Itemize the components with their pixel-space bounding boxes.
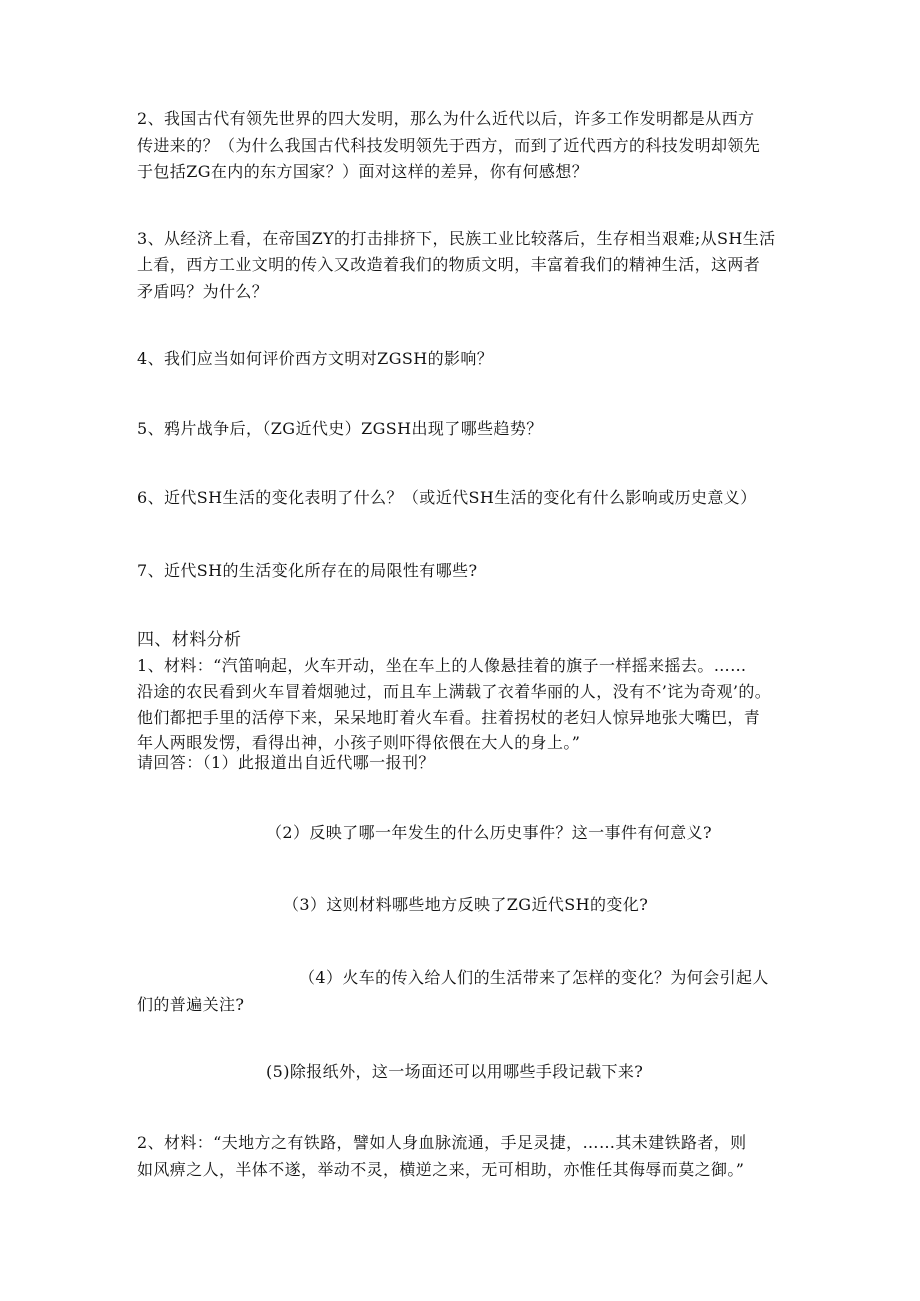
material-1-line-2: 沿途的农民看到火车冒着烟驰过，而且车上满载了衣着华丽的人，没有不’诧为奇观’的。 — [137, 682, 772, 701]
material-1-line-3: 他们都把手里的活停下来，呆呆地盯着火车看。拄着拐杖的老妇人惊异地张大嘴巴，青 — [137, 708, 761, 727]
question-6: 6、近代SH生活的变化表明了什么？（或近代SH生活的变化有什么影响或历史意义） — [137, 488, 757, 507]
question-3-line-2: 上看，西方工业文明的传入又改造着我们的物质文明，丰富着我们的精神生活，这两者 — [137, 255, 761, 274]
question-2-line-3: 于包括ZG在内的东方国家？）面对这样的差异，你有何感想？ — [137, 162, 589, 181]
question-5: 5、鸦片战争后，（ZG近代史）ZGSH出现了哪些趋势？ — [137, 419, 543, 438]
material-1-line-1: 1、材料：“汽笛响起，火车开动，坐在车上的人像悬挂着的旗子一样摇来摇去。…… — [137, 656, 747, 675]
material-1-question-1: 请回答：（1）此报道出自近代哪一报刊？ — [137, 753, 435, 772]
material-1-question-2: （2）反映了哪一年发生的什么历史事件？这一事件有何意义? — [266, 823, 712, 842]
question-3-line-1: 3、从经济上看，在帝国ZY的打击排挤下，民族工业比较落后，生存相当艰难;从SH生活 — [137, 229, 776, 248]
material-1-question-5: (5)除报纸外，这一场面还可以用哪些手段记载下来? — [266, 1062, 644, 1081]
section-heading: 四、材料分析 — [137, 630, 242, 650]
question-2-line-2: 传进来的？（为什么我国古代科技发明领先于西方，而到了近代西方的科技发明却领先 — [137, 136, 761, 155]
material-1-question-4-line-2: 们的普遍关注? — [137, 995, 245, 1014]
material-1-question-4-line-1: （4）火车的传入给人们的生活带来了怎样的变化？为何会引起人 — [299, 968, 769, 987]
question-7: 7、近代SH的生活变化所存在的局限性有哪些? — [137, 561, 478, 580]
question-3-line-3: 矛盾吗？为什么？ — [137, 282, 269, 301]
material-1-question-3: （3）这则材料哪些地方反映了ZG近代SH的变化? — [283, 895, 649, 914]
material-2-line-2: 如风痹之人，半体不遂，举动不灵，横逆之来，无可相助，亦惟任其侮辱而莫之御。” — [137, 1160, 745, 1179]
question-4: 4、我们应当如何评价西方文明对ZGSH的影响？ — [137, 349, 494, 368]
material-2-line-1: 2、材料：“夫地方之有铁路，譬如人身血脉流通，手足灵捷，……其未建铁路者，则 — [137, 1133, 747, 1152]
material-1-line-4: 年人两眼发愣，看得出神，小孩子则吓得依偎在大人的身上。” — [137, 733, 581, 752]
question-2-line-1: 2、我国古代有领先世界的四大发明，那么为什么近代以后，许多工作发明都是从西方 — [137, 109, 755, 128]
